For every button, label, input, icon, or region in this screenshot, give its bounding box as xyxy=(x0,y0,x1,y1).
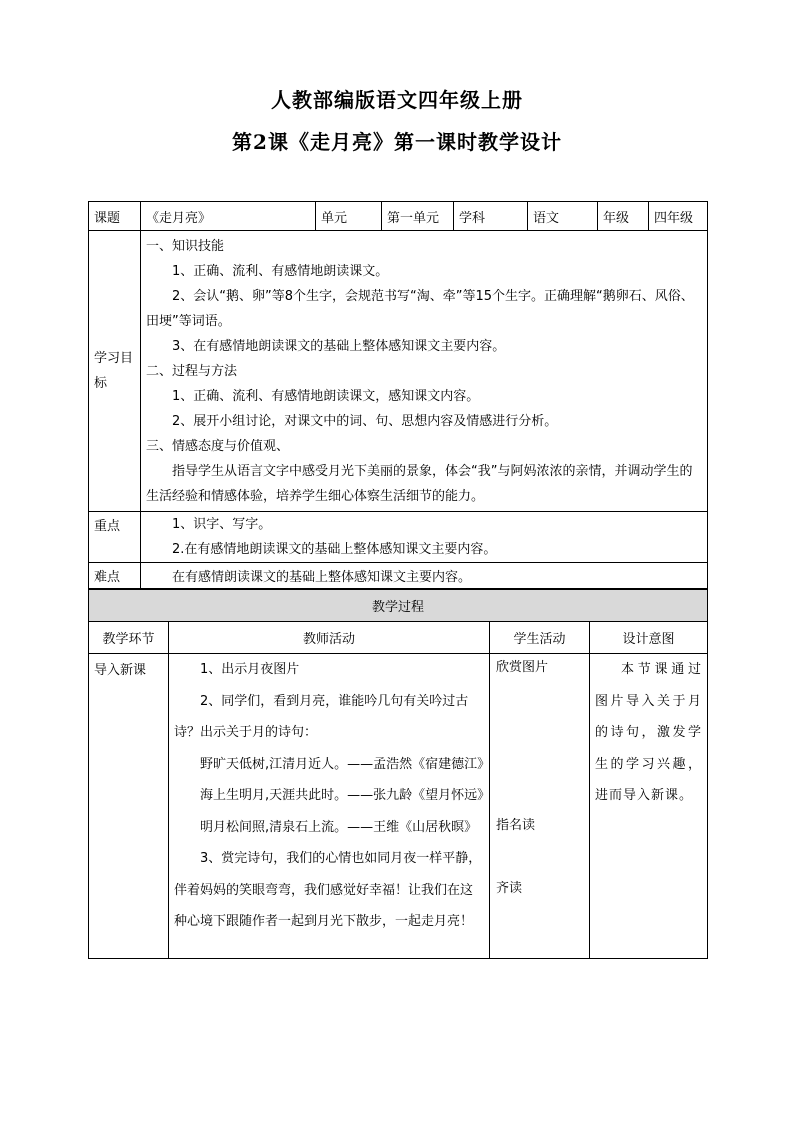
label-subject: 学科 xyxy=(454,202,528,231)
label-focus: 重点 xyxy=(89,512,141,563)
info-row-basic xyxy=(89,202,708,231)
lesson-title: 第2课《走月亮》第一课时教学设计 xyxy=(232,130,562,154)
lesson-info-table xyxy=(88,201,708,589)
value-subject: 语文 xyxy=(528,202,598,231)
document-title: 人教部编版语文四年级上册 xyxy=(271,88,523,112)
stage-cell: 导入新课 xyxy=(89,654,169,959)
goals-heading-emotion: 三、情感态度与价值观、 xyxy=(146,439,290,454)
value-topic: 《走月亮》 xyxy=(141,202,316,231)
process-heading-row xyxy=(89,590,708,622)
process-columns-row xyxy=(89,622,708,654)
student-step-chorus: 齐读 xyxy=(496,881,523,896)
student-step-view: 欣赏图片 xyxy=(496,660,549,675)
student-activity xyxy=(490,654,590,959)
label-grade: 年级 xyxy=(598,202,649,231)
col-teacher: 教师活动 xyxy=(169,622,490,654)
label-goals: 学习目标 xyxy=(89,231,141,512)
col-stage: 教学环节 xyxy=(89,622,169,654)
goal-item: 指导学生从语言文字中感受月光下美丽的景象，体会“我”与阿妈浓浓的亲情，并调动学生的生活经验和情感体验，培养学生细心体察生活细节的能力。 xyxy=(146,464,693,504)
goals-heading-process: 二、过程与方法 xyxy=(146,364,238,379)
label-topic: 课题 xyxy=(89,202,141,231)
goals-content xyxy=(141,231,708,512)
info-row-focus xyxy=(89,512,708,563)
col-intent: 设计意图 xyxy=(590,622,708,654)
value-grade: 四年级 xyxy=(649,202,708,231)
poem-line: 野旷天低树,江清月近人。——孟浩然《宿建德江》 xyxy=(200,756,491,772)
focus-item: 1、识字、写字。 xyxy=(172,517,272,532)
goals-heading-knowledge: 一、知识技能 xyxy=(146,239,225,254)
goal-item: 3、在有感情地朗读课文的基础上整体感知课文主要内容。 xyxy=(172,339,506,354)
process-row-intro xyxy=(89,654,708,959)
teacher-step: 1、出示月夜图片 xyxy=(200,662,300,677)
info-row-difficulty xyxy=(89,563,708,589)
intent-text: 本节课通过图片导入关于月的诗句，激发学生的学习兴趣，进而导入新课。 xyxy=(595,662,703,803)
value-unit: 第一单元 xyxy=(382,202,454,231)
info-row-goals xyxy=(89,231,708,512)
teacher-step: 3、赏完诗句，我们的心情也如同月夜一样平静，伴着妈妈的笑眼弯弯，我们感觉好幸福！让我们在这种心境下跟随作者一起到月光下散步，一起走月亮！ xyxy=(174,851,482,929)
design-intent xyxy=(590,654,708,959)
goal-item: 1、正确、流利、有感情地朗读课文。 xyxy=(172,264,389,279)
focus-item: 2.在有感情地朗读课文的基础上整体感知课文主要内容。 xyxy=(172,542,497,557)
teaching-process-table xyxy=(88,589,708,959)
poem-line: 明月松间照,清泉石上流。——王维《山居秋暝》 xyxy=(200,819,478,835)
teacher-step: 2、同学们，看到月亮，谁能吟几句有关吟过古诗？出示关于月的诗句： xyxy=(174,693,469,740)
goal-item: 1、正确、流利、有感情地朗读课文，感知课文内容。 xyxy=(172,389,480,404)
label-unit: 单元 xyxy=(316,202,382,231)
goal-item: 2、会认“鹅、卵”等8个生字，会规范书写“淘、牵”等15个生字。正确理解“鹅卵石、风俗、田埂”等词语。 xyxy=(146,289,694,329)
label-difficulty: 难点 xyxy=(89,563,141,589)
difficulty-content: 在有感情朗读课文的基础上整体感知课文主要内容。 xyxy=(141,563,708,589)
focus-content xyxy=(141,512,708,563)
teacher-activity xyxy=(169,654,490,959)
col-student: 学生活动 xyxy=(490,622,590,654)
poem-line: 海上生明月,天涯共此时。——张九龄《望月怀远》 xyxy=(200,788,491,803)
goal-item: 2、展开小组讨论，对课文中的词、句、思想内容及情感进行分析。 xyxy=(172,414,558,429)
student-step-read: 指名读 xyxy=(496,818,536,833)
process-heading: 教学过程 xyxy=(89,590,708,622)
